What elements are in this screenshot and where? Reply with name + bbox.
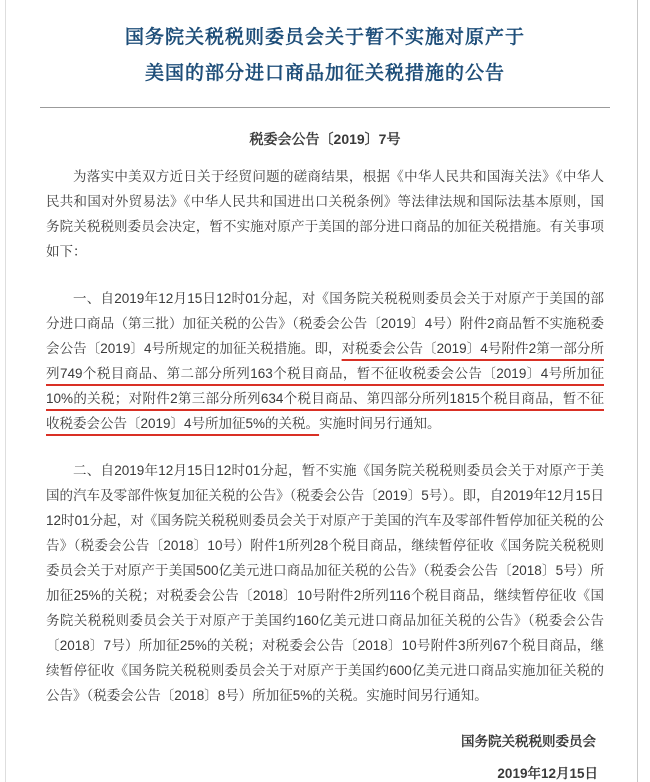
body-paragraph (46, 458, 604, 708)
page-title-line1: 国务院关税税则委员会关于暂不实施对原产于 (124, 27, 525, 48)
text-segment: 二、自2019年12月15日12时01分起，暂不实施《国务院关税税则委员会关于对原产于美国的汽车及零部件恢复加征关税的公告》（税委会公告〔2019〕5号）。即，自2019年12月15日12时01分起，对《国务院关税税则委员会关于对原产于美国的汽车及零部件暂停加征关税的公告》（税委会公告〔2018〕10号）附件1所列28个税目商品，继续暂停征收《国务院关税税则委员会关于对原产于美国500亿美元进口商品加征关税的公告》（税委会公告〔2018〕5号）所加征25%的关税；对税委会公告〔2018〕10号附件2所列116个税目商品，继续暂停征收《国务院关税税则委员会关于对原产于美国约160亿美元进口商品加征关税的公告》（税委会公告〔2018〕7号）所加征25%的关税；对税委会公告〔2018〕10号附件3所列67个税目商品，继续暂停征收《国务院关税税则委员会关于对原产于美国约600亿美元进口商品实施加征关税的公告》（税委会公告〔2018〕8号）所加征5%的关税。实施时间另行通知。 (46, 463, 604, 703)
body-paragraph (46, 286, 604, 436)
text-segment: 一、自2019年12月15日12时01分起，对《国务院关税税则委员会关于对原产于美国的部分进口商品（第三批）加征关税的公告》（税委会公告〔2019〕4号）附件2商品暂不实施税委会公告〔2019〕4号所规定的加征关税措施。即， (46, 291, 604, 356)
body-paragraph (46, 164, 604, 264)
issue-date: 2019年12月15日 (497, 766, 598, 781)
text-segment: 为落实中美双方近日关于经贸问题的磋商结果，根据《中华人民共和国海关法》《中华人民共和国对外贸易法》《中华人民共和国进出口关税条例》等法律法规和国际法基本原则，国务院关税税则委员会决定，暂不实施对原产于美国的部分进口商品的加征关税措施。有关事项如下： (46, 169, 604, 259)
document-number: 税委会公告〔2019〕7号 (249, 131, 401, 147)
page-title-line2: 美国的部分进口商品加征关税措施的公告 (144, 63, 505, 84)
red-underlined-text: 对税委会公告〔2019〕4号附件2第一部分所列749个税目商品、第二部分所列163个税目商品，暂不征收税委会公告〔2019〕4号所加征10%的关税；对附件2第三部分所列634个税目商品、第四部分所列1815个税目商品，暂不征收税委会公告〔2019〕4号所加征5%的关税。 (46, 341, 604, 431)
page-title (60, 20, 590, 92)
text-segment: 实施时间另行通知。 (319, 416, 441, 431)
title-divider (40, 107, 610, 108)
document-body (46, 164, 604, 708)
issuer-signature: 国务院关税税则委员会 (461, 734, 596, 749)
